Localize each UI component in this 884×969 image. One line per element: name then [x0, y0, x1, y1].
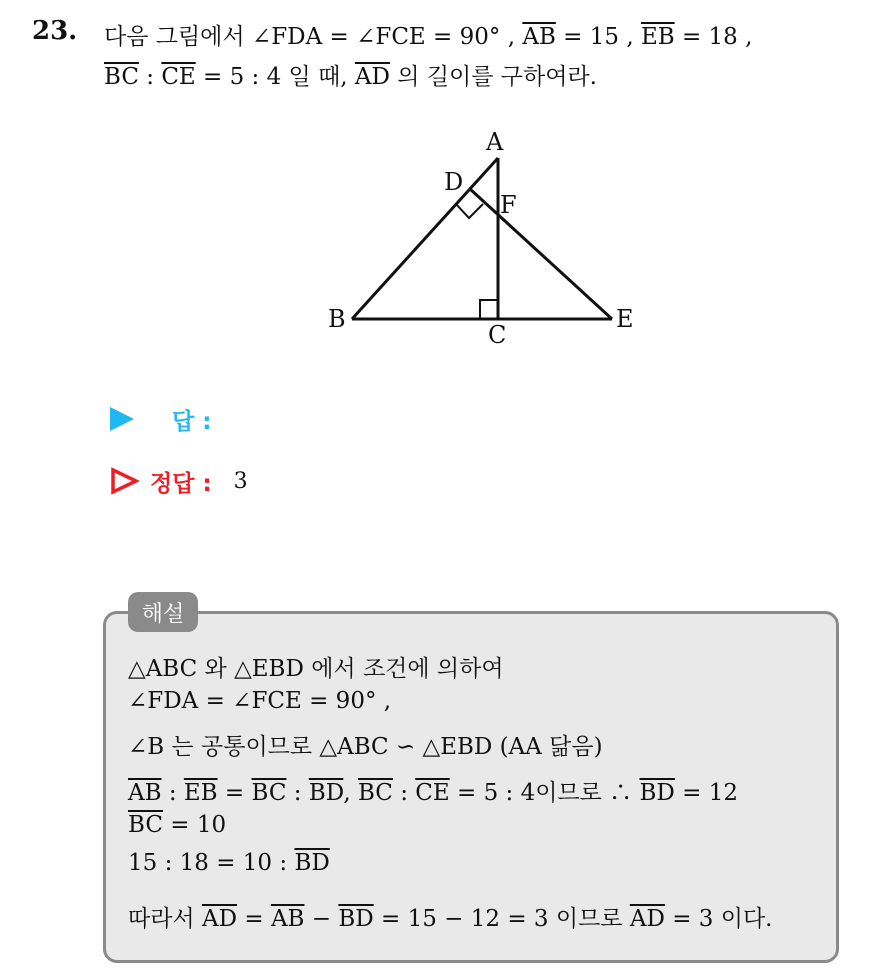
solution-text: = 12 — [674, 780, 738, 806]
label-e: E — [616, 305, 634, 333]
solution-text: = 3 이다. — [664, 906, 773, 932]
solution-tag: 해설 — [128, 592, 198, 632]
segment-ba — [352, 158, 498, 319]
correct-answer-label: 정답 : — [150, 470, 212, 497]
question-text: : — [138, 64, 162, 90]
answer-label: 답 : — [172, 408, 212, 435]
segment-ad: $\overline{AD}$ — [354, 64, 390, 90]
question-text-line2 — [104, 58, 597, 91]
triangle-figure — [320, 120, 650, 360]
play-arrow-icon — [110, 407, 134, 431]
label-a: A — [486, 128, 504, 156]
segment-ad: $\overline{AD}$ — [629, 906, 665, 932]
segment-ce: $\overline{CE}$ — [415, 780, 450, 806]
label-b: B — [328, 305, 346, 333]
segment-bd: $\overline{BD}$ — [338, 906, 374, 932]
solution-text: 15 : 18 = 10 : — [128, 850, 295, 876]
right-angle-c — [480, 300, 498, 319]
segment-ad: $\overline{AD}$ — [201, 906, 238, 932]
segment-bd: $\overline{BD}$ — [294, 850, 330, 876]
right-angle-d — [456, 204, 483, 218]
solution-line-ratio — [128, 774, 738, 807]
segment-ab: $\overline{AB}$ — [522, 24, 556, 50]
solution-text: : — [392, 780, 416, 806]
label-f: F — [500, 191, 517, 219]
question-text: 다음 그림에서 ∠FDA = ∠FCE = 90° , — [104, 24, 523, 50]
solution-text: − — [304, 906, 339, 932]
question-text: = 18 , — [674, 24, 753, 50]
segment-eb: $\overline{EB}$ — [640, 24, 675, 50]
segment-ab: $\overline{AB}$ — [128, 780, 162, 806]
segment-bd: $\overline{BD}$ — [308, 780, 344, 806]
correct-answer-row — [110, 462, 248, 500]
question-text: 의 길이를 구하여라. — [389, 64, 597, 90]
solution-text: : — [161, 780, 184, 806]
solution-text: = 15 − 12 = 3 이므로 — [373, 906, 630, 932]
question-text: = 5 : 4 일 때, — [195, 64, 355, 90]
question-text-line1 — [104, 18, 752, 51]
solution-line-conclusion — [128, 900, 772, 933]
segment-bc: $\overline{BC}$ — [104, 64, 139, 90]
segment-bd: $\overline{BD}$ — [639, 780, 675, 806]
solution-text: : — [286, 780, 309, 806]
solution-text: = — [237, 906, 271, 932]
solution-line-proportion — [128, 850, 330, 876]
segment-eb: $\overline{EB}$ — [183, 780, 218, 806]
solution-line: △ABC 와 △EBD 에서 조건에 의하여 — [128, 656, 504, 682]
segment-ce: $\overline{CE}$ — [161, 64, 196, 90]
label-d: D — [444, 168, 464, 196]
answer-row — [110, 402, 211, 436]
solution-line-bc — [128, 812, 226, 838]
solution-text: 따라서 — [128, 906, 202, 932]
solution-line: ∠B 는 공통이므로 △ABC ∽ △EBD (AA 닮음) — [128, 734, 603, 760]
segment-ab: $\overline{AB}$ — [270, 906, 305, 932]
segment-bc: $\overline{BC}$ — [357, 780, 393, 806]
solution-text: , — [343, 780, 358, 806]
solution-line: ∠FDA = ∠FCE = 90° , — [128, 688, 392, 714]
outline-arrow-icon — [110, 467, 140, 495]
solution-text: = 10 — [162, 812, 227, 838]
correct-answer-value: 3 — [233, 468, 248, 494]
solution-text: = — [217, 780, 252, 806]
solution-text: = 5 : 4이므로 ∴ — [449, 780, 640, 806]
question-number: 23. — [32, 16, 78, 46]
segment-bc: $\overline{BC}$ — [251, 780, 287, 806]
label-c: C — [488, 321, 507, 349]
question-text: = 15 , — [555, 24, 641, 50]
segment-bc: $\overline{BC}$ — [128, 812, 163, 838]
